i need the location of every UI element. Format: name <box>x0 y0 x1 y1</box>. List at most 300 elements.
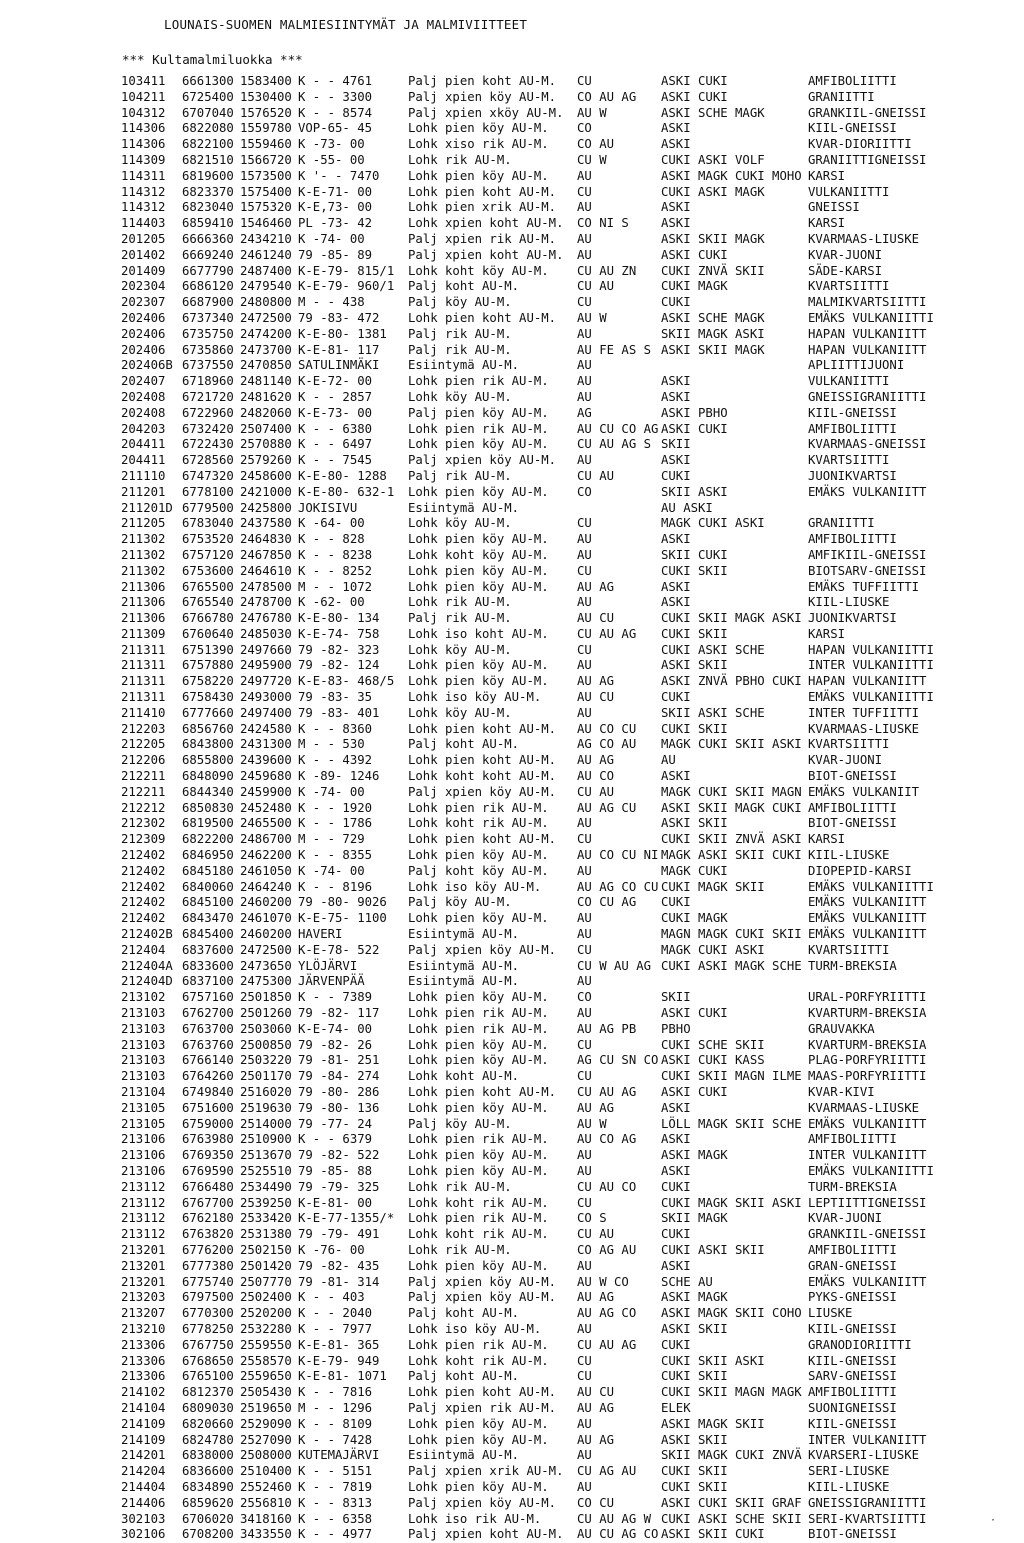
record-row <box>0 1164 1024 1180</box>
east-coord: 2482060 <box>240 405 292 420</box>
elements: AG CO AU <box>577 737 637 752</box>
occurrence-type: Lohk pien koht AU-M. <box>408 1085 557 1099</box>
north-coord: 6757160 <box>182 990 234 1005</box>
sample-code: K-E-80- 1381 <box>298 326 387 341</box>
elements: AU <box>577 974 592 989</box>
elements: AU <box>577 389 592 404</box>
rock-type: BIOT-GNEISSI <box>808 769 897 784</box>
rock-type: SARV-GNEISSI <box>808 1369 897 1384</box>
minerals: ASKI <box>661 137 691 152</box>
occurrence-type: Lohk koht rik AU-M. <box>408 1353 549 1368</box>
elements: CU <box>577 1353 592 1368</box>
sample-code: 79 -82- 124 <box>298 658 380 673</box>
rock-type: AMFIBOLIITTI <box>808 1132 897 1147</box>
north-coord: 6687900 <box>182 295 234 310</box>
record-row <box>0 485 1024 501</box>
elements: CU AU <box>577 1227 615 1242</box>
record-row <box>0 927 1024 943</box>
elements: AU <box>577 247 592 262</box>
record-row <box>0 200 1024 216</box>
occurrence-type: Esiintymä AU-M. <box>408 358 520 373</box>
elements: AU <box>577 658 592 673</box>
sample-code: K-E-79- 960/1 <box>298 279 395 294</box>
elements: AU <box>577 453 592 468</box>
east-coord: 2474200 <box>240 326 292 341</box>
record-row <box>0 1101 1024 1117</box>
occurrence-type: Esiintymä AU-M. <box>408 1448 520 1463</box>
east-coord: 2520200 <box>240 1306 292 1321</box>
record-row <box>0 1132 1024 1148</box>
record-row <box>0 1259 1024 1275</box>
elements: AU <box>577 595 592 610</box>
east-coord: 1576520 <box>240 105 292 120</box>
minerals: ASKI <box>661 532 691 547</box>
east-coord: 2502150 <box>240 1242 292 1257</box>
record-id: 211309 <box>121 626 166 641</box>
occurrence-type: Palj köy AU-M. <box>408 1116 512 1131</box>
elements: AU AG CO CU <box>577 879 659 894</box>
elements: AU <box>577 374 592 389</box>
east-coord: 2470850 <box>240 358 292 373</box>
elements: AG CU SN CO <box>577 1053 659 1068</box>
record-id: 214109 <box>121 1432 166 1447</box>
elements: CU <box>577 516 592 531</box>
sample-code: K - - 6358 <box>298 1511 373 1526</box>
rock-type: KARSI <box>808 832 846 847</box>
east-coord: 2495900 <box>240 658 292 673</box>
minerals: ASKI SKII <box>661 658 728 673</box>
sample-code: YLÖJÄRVI <box>298 958 358 973</box>
occurrence-type: Lohk köy AU-M. <box>408 642 512 657</box>
elements: AU <box>577 705 592 720</box>
east-coord: 2525510 <box>240 1163 292 1178</box>
occurrence-type: Palj xpien köy AU-M. <box>408 942 557 957</box>
record-row <box>0 264 1024 280</box>
occurrence-type: Lohk koht rik AU-M. <box>408 816 549 831</box>
north-coord: 6834890 <box>182 1479 234 1494</box>
east-coord: 2507400 <box>240 421 292 436</box>
minerals: ASKI <box>661 200 691 215</box>
east-coord: 2579260 <box>240 453 292 468</box>
sample-code: 79 -77- 24 <box>298 1116 373 1131</box>
record-row <box>0 1448 1024 1464</box>
record-id: 213103 <box>121 1037 166 1052</box>
minerals: ASKI MAGK <box>661 1290 728 1305</box>
record-id: 211306 <box>121 579 166 594</box>
occurrence-type: Palj rik AU-M. <box>408 342 512 357</box>
record-row <box>0 185 1024 201</box>
record-id: 214102 <box>121 1385 166 1400</box>
elements: AU CO CU <box>577 721 637 736</box>
sample-code: K-E-79- 949 <box>298 1353 380 1368</box>
sample-code: K -55- 00 <box>298 152 365 167</box>
north-coord: 6848090 <box>182 769 234 784</box>
elements: CU AU CO <box>577 1179 637 1194</box>
record-row <box>0 753 1024 769</box>
occurrence-type: Lohk xpien koht AU-M. <box>408 216 564 231</box>
occurrence-type: Lohk pien koht AU-M. <box>408 753 557 768</box>
east-coord: 2461240 <box>240 247 292 262</box>
sample-code: K-E-81- 1071 <box>298 1369 387 1384</box>
rock-type: KVAR-KIVI <box>808 1085 875 1099</box>
sample-code: SATULINMÄKI <box>298 358 380 373</box>
record-id: 213104 <box>121 1085 166 1099</box>
east-coord: 2467850 <box>240 547 292 562</box>
east-coord: 2487400 <box>240 263 292 278</box>
rock-type: INTER TUFFIITTI <box>808 705 920 720</box>
occurrence-type: Lohk pien rik AU-M. <box>408 421 549 436</box>
sample-code: 79 -83- 35 <box>298 690 373 705</box>
record-id: 214204 <box>121 1464 166 1479</box>
east-coord: 2479540 <box>240 279 292 294</box>
east-coord: 2559550 <box>240 1337 292 1352</box>
record-row <box>0 943 1024 959</box>
record-row <box>0 216 1024 232</box>
elements: CU AU ZN <box>577 263 637 278</box>
record-row <box>0 74 1024 90</box>
north-coord: 6821510 <box>182 152 234 167</box>
record-row <box>0 1006 1024 1022</box>
north-coord: 6732420 <box>182 421 234 436</box>
record-row <box>0 1069 1024 1085</box>
north-coord: 6759000 <box>182 1116 234 1131</box>
rock-type: EMÄKS VULKANIITT <box>808 895 927 910</box>
east-coord: 2465500 <box>240 816 292 831</box>
record-row <box>0 516 1024 532</box>
sample-code: K-E-81- 365 <box>298 1337 380 1352</box>
minerals: ASKI <box>661 1100 691 1115</box>
record-row <box>0 1417 1024 1433</box>
occurrence-type: Palj xpien rik AU-M. <box>408 231 557 246</box>
minerals: ASKI SKII <box>661 1432 728 1447</box>
minerals: ASKI PBHO <box>661 405 728 420</box>
occurrence-type: Lohk rik AU-M. <box>408 152 512 167</box>
occurrence-type: Lohk rik AU-M. <box>408 1179 512 1194</box>
rock-type: KARSI <box>808 168 846 183</box>
sample-code: 79 -81- 314 <box>298 1274 380 1289</box>
record-id: 202406 <box>121 342 166 357</box>
sample-code: 79 -80- 286 <box>298 1085 380 1099</box>
occurrence-type: Lohk pien rik AU-M. <box>408 1211 549 1226</box>
occurrence-type: Palj xpien köy AU-M. <box>408 453 557 468</box>
record-row <box>0 501 1024 517</box>
record-row <box>0 959 1024 975</box>
occurrence-type: Palj koht AU-M. <box>408 1306 520 1321</box>
elements: AU <box>577 1321 592 1336</box>
north-coord: 6859410 <box>182 216 234 231</box>
occurrence-type: Lohk pien rik AU-M. <box>408 374 549 389</box>
sample-code: K - - 3300 <box>298 89 373 104</box>
record-row <box>0 1527 1024 1543</box>
sample-code: 79 -82- 323 <box>298 642 380 657</box>
sample-code: K-E-74- 758 <box>298 626 380 641</box>
minerals: ASKI <box>661 216 691 231</box>
north-coord: 6669240 <box>182 247 234 262</box>
sample-code: K - - 6379 <box>298 1132 373 1147</box>
minerals: ASKI <box>661 595 691 610</box>
record-row <box>0 1464 1024 1480</box>
rock-type: AMFIBOLIITTI <box>808 74 897 88</box>
elements: AU AG <box>577 579 615 594</box>
record-row <box>0 816 1024 832</box>
record-id: 114309 <box>121 152 166 167</box>
east-coord: 2459680 <box>240 769 292 784</box>
sample-code: K - - 1920 <box>298 800 373 815</box>
page-title: LOUNAIS-SUOMEN MALMIESIINTYMÄT JA MALMIVIITTEET <box>164 17 528 32</box>
north-coord: 6677790 <box>182 263 234 278</box>
occurrence-type: Lohk koht koht AU-M. <box>408 769 557 784</box>
occurrence-type: Palj xpien xrik AU-M. <box>408 1464 564 1479</box>
record-id: 211201 <box>121 484 166 499</box>
sample-code: K - - 2040 <box>298 1306 373 1321</box>
north-coord: 6762180 <box>182 1211 234 1226</box>
elements: CU <box>577 942 592 957</box>
east-coord: 2486700 <box>240 832 292 847</box>
north-coord: 6855800 <box>182 753 234 768</box>
occurrence-type: Lohk koht rik AU-M. <box>408 1195 549 1210</box>
sample-code: M - - 438 <box>298 295 365 310</box>
record-id: 204411 <box>121 453 166 468</box>
north-coord: 6728560 <box>182 453 234 468</box>
record-id: 213201 <box>121 1242 166 1257</box>
sample-code: 79 -80- 136 <box>298 1100 380 1115</box>
north-coord: 6778100 <box>182 484 234 499</box>
record-id: 204411 <box>121 437 166 452</box>
north-coord: 6762700 <box>182 1006 234 1021</box>
minerals: CUKI MAGK <box>661 279 728 294</box>
minerals: ASKI SKII <box>661 1321 728 1336</box>
sample-code: 79 -79- 491 <box>298 1227 380 1242</box>
record-row <box>0 1022 1024 1038</box>
elements: AU AG PB <box>577 1021 637 1036</box>
east-coord: 2534490 <box>240 1179 292 1194</box>
rock-type: KVARTURM-BREKSIA <box>808 1006 927 1021</box>
rock-type: EMÄKS VULKANIIT <box>808 784 920 799</box>
occurrence-type: Lohk köy AU-M. <box>408 389 512 404</box>
occurrence-type: Lohk iso rik AU-M. <box>408 1511 542 1526</box>
sample-code: K - - 403 <box>298 1290 365 1305</box>
record-row <box>0 643 1024 659</box>
east-coord: 2533420 <box>240 1211 292 1226</box>
elements: AU AG CO <box>577 1306 637 1321</box>
east-coord: 2476780 <box>240 611 292 626</box>
minerals: ASKI <box>661 769 691 784</box>
occurrence-type: Palj xpien koht AU-M. <box>408 247 564 262</box>
rock-type: KIIL-LIUSKE <box>808 595 890 610</box>
east-coord: 2556810 <box>240 1495 292 1510</box>
north-coord: 6721720 <box>182 389 234 404</box>
occurrence-type: Palj xpien rik AU-M. <box>408 1400 557 1415</box>
rock-type: HAPAN VULKANIITT <box>808 326 927 341</box>
minerals: SKII ASKI <box>661 484 728 499</box>
elements: CU <box>577 1037 592 1052</box>
rock-type: EMÄKS VULKANIITT <box>808 1274 927 1289</box>
rock-type: VULKANIITTI <box>808 374 890 389</box>
record-row <box>0 1369 1024 1385</box>
occurrence-type: Lohk koht köy AU-M. <box>408 547 549 562</box>
record-row <box>0 832 1024 848</box>
occurrence-type: Palj rik AU-M. <box>408 468 512 483</box>
occurrence-type: Lohk pien köy AU-M. <box>408 437 549 452</box>
record-id: 213203 <box>121 1290 166 1305</box>
record-row <box>0 1338 1024 1354</box>
north-coord: 6760640 <box>182 626 234 641</box>
north-coord: 6845100 <box>182 895 234 910</box>
elements: AU AG <box>577 753 615 768</box>
record-row <box>0 1243 1024 1259</box>
occurrence-type: Lohk koht köy AU-M. <box>408 263 549 278</box>
sample-code: K -74- 00 <box>298 863 365 878</box>
east-coord: 2514000 <box>240 1116 292 1131</box>
record-row <box>0 1275 1024 1291</box>
sample-code: K - - 1786 <box>298 816 373 831</box>
north-coord: 6718960 <box>182 374 234 389</box>
record-id: 213106 <box>121 1148 166 1163</box>
east-coord: 2502400 <box>240 1290 292 1305</box>
minerals: CUKI SKII <box>661 626 728 641</box>
sample-code: VOP-65- 45 <box>298 121 373 136</box>
minerals: CUKI SKII <box>661 563 728 578</box>
elements: AU <box>577 1006 592 1021</box>
minerals: ASKI CUKI <box>661 1085 728 1099</box>
rock-type: AMFIBOLIITTI <box>808 800 897 815</box>
occurrence-type: Lohk pien koht AU-M. <box>408 310 557 325</box>
elements: AU <box>577 547 592 562</box>
east-coord: 2529090 <box>240 1416 292 1431</box>
rock-type: APLIITTIJUONI <box>808 358 905 373</box>
east-coord: 2458600 <box>240 468 292 483</box>
east-coord: 2516020 <box>240 1085 292 1099</box>
north-coord: 6766140 <box>182 1053 234 1068</box>
occurrence-type: Lohk pien köy AU-M. <box>408 1432 549 1447</box>
rock-type: KVAR-JUONI <box>808 247 883 262</box>
occurrence-type: Lohk pien rik AU-M. <box>408 800 549 815</box>
minerals: CUKI <box>661 1227 691 1242</box>
north-coord: 6725400 <box>182 89 234 104</box>
record-row <box>0 1480 1024 1496</box>
rock-type: KARSI <box>808 216 846 231</box>
elements: AU W <box>577 310 607 325</box>
record-row <box>0 1401 1024 1417</box>
record-id: 211311 <box>121 690 166 705</box>
sample-code: K -74- 00 <box>298 784 365 799</box>
record-row <box>0 295 1024 311</box>
record-row <box>0 1385 1024 1401</box>
minerals: CUKI SKII MAGK ASKI <box>661 611 802 626</box>
record-id: 201409 <box>121 263 166 278</box>
record-id: 212302 <box>121 816 166 831</box>
record-row <box>0 1433 1024 1449</box>
elements: CO AU <box>577 137 615 152</box>
sample-code: K-E-80- 632-1 <box>298 484 395 499</box>
sample-code: K-E-78- 522 <box>298 942 380 957</box>
record-id: 114306 <box>121 121 166 136</box>
record-row <box>0 1211 1024 1227</box>
rock-type: KIIL-GNEISSI <box>808 1353 897 1368</box>
sample-code: K-E-83- 468/5 <box>298 674 395 689</box>
record-id: 214104 <box>121 1400 166 1415</box>
east-coord: 2559650 <box>240 1369 292 1384</box>
elements: AU <box>577 231 592 246</box>
minerals: CUKI SKII MAGN ILME <box>661 1069 802 1084</box>
sample-code: 79 -80- 9026 <box>298 895 387 910</box>
sample-code: M - - 729 <box>298 832 365 847</box>
elements: AU CU AG CO <box>577 1527 659 1542</box>
north-coord: 6768650 <box>182 1353 234 1368</box>
record-id: 214201 <box>121 1448 166 1463</box>
east-coord: 2507770 <box>240 1274 292 1289</box>
sample-code: K-E-77-1355/* <box>298 1211 395 1226</box>
rock-type: KARSI <box>808 626 846 641</box>
rock-type: GRANIITTI <box>808 89 875 104</box>
east-coord: 2462200 <box>240 848 292 863</box>
occurrence-type: Lohk pien köy AU-M. <box>408 1163 549 1178</box>
elements: AU <box>577 358 592 373</box>
sample-code: K - - 7428 <box>298 1432 373 1447</box>
north-coord: 6820660 <box>182 1416 234 1431</box>
east-coord: 2439600 <box>240 753 292 768</box>
east-coord: 2434210 <box>240 231 292 246</box>
occurrence-type: Lohk pien köy AU-M. <box>408 1479 549 1494</box>
east-coord: 2478700 <box>240 595 292 610</box>
record-id: 114312 <box>121 200 166 215</box>
record-id: 211302 <box>121 547 166 562</box>
minerals: ASKI MAGK CUKI MOHO <box>661 168 802 183</box>
minerals: ASKI SKII CUKI <box>661 1527 765 1542</box>
rock-type: EMÄKS VULKANIITTI <box>808 879 934 894</box>
rock-type: URAL-PORFYRIITTI <box>808 990 927 1005</box>
sample-code: K-E-80- 1288 <box>298 468 387 483</box>
east-coord: 1566720 <box>240 152 292 167</box>
record-id: 114312 <box>121 184 166 199</box>
record-id: 214406 <box>121 1495 166 1510</box>
record-id: 212211 <box>121 784 166 799</box>
north-coord: 6850830 <box>182 800 234 815</box>
north-coord: 6707040 <box>182 105 234 120</box>
minerals: CUKI <box>661 468 691 483</box>
record-row <box>0 548 1024 564</box>
elements: AU <box>577 911 592 926</box>
north-coord: 6737340 <box>182 310 234 325</box>
rock-type: SUONIGNEISSI <box>808 1400 897 1415</box>
east-coord: 2478500 <box>240 579 292 594</box>
elements: CO <box>577 484 592 499</box>
north-coord: 6666360 <box>182 231 234 246</box>
rock-type: KIIL-GNEISSI <box>808 121 897 136</box>
north-coord: 6757880 <box>182 658 234 673</box>
section-heading: *** Kultamalmiluokka *** <box>122 52 303 67</box>
elements: CU AU AG <box>577 1085 637 1099</box>
minerals: ASKI ZNVÄ PBHO CUKI <box>661 674 802 689</box>
minerals: ASKI CUKI <box>661 74 728 88</box>
rock-type: DIOPEPID-KARSI <box>808 863 912 878</box>
record-id: 104312 <box>121 105 166 120</box>
record-row <box>0 1085 1024 1101</box>
elements: CU <box>577 1369 592 1384</box>
sample-code: 79 -83- 472 <box>298 310 380 325</box>
east-coord: 2464240 <box>240 879 292 894</box>
north-coord: 6686120 <box>182 279 234 294</box>
north-coord: 6770300 <box>182 1306 234 1321</box>
record-row <box>0 674 1024 690</box>
sample-code: K-E-79- 815/1 <box>298 263 395 278</box>
minerals: MAGK CUKI SKII MAGN <box>661 784 802 799</box>
record-id: 211311 <box>121 642 166 657</box>
east-coord: 1559460 <box>240 137 292 152</box>
record-id: 114403 <box>121 216 166 231</box>
rock-type: BIOTSARV-GNEISSI <box>808 563 927 578</box>
sample-code: 79 -83- 401 <box>298 705 380 720</box>
